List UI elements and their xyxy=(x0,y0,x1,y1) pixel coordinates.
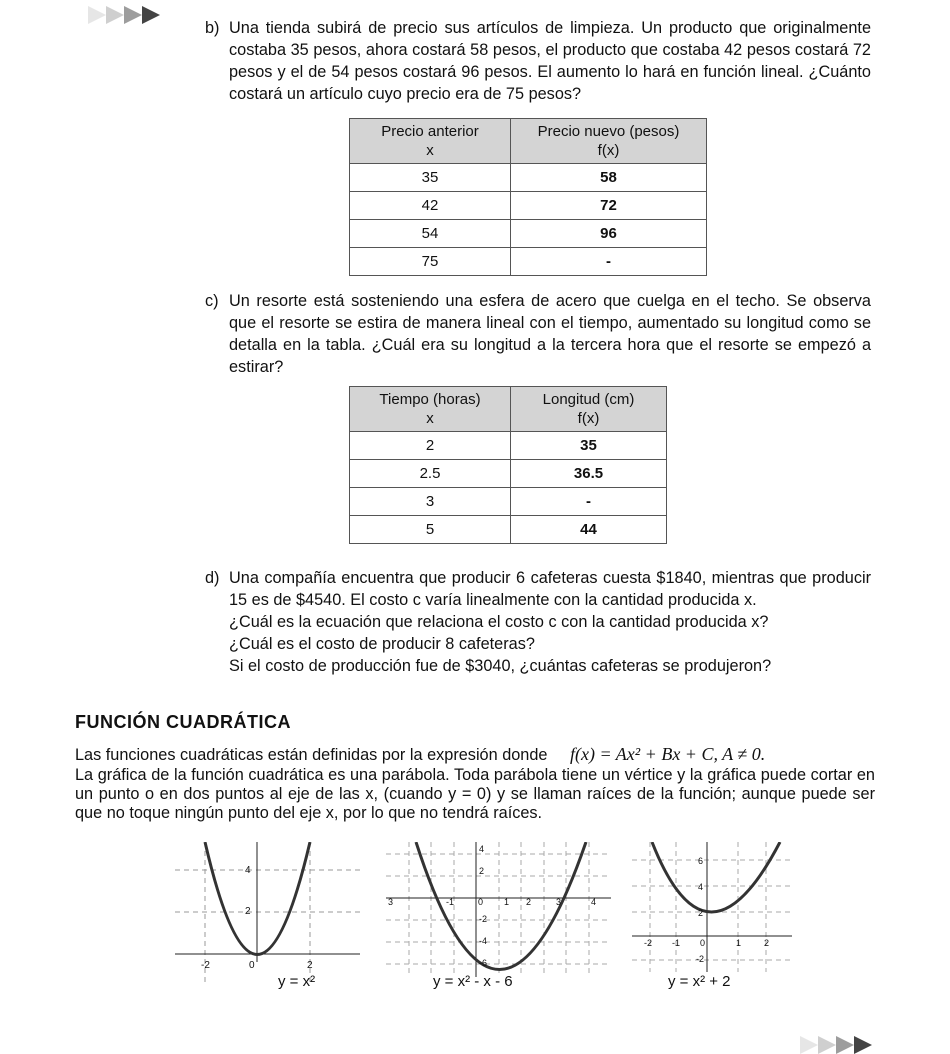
table-row: 2.5 36.5 xyxy=(350,460,667,488)
tick-label: 2 xyxy=(698,908,704,918)
problem-d-letter: d) xyxy=(205,569,220,587)
tick-label: -1 xyxy=(446,897,455,907)
tick-label: 2 xyxy=(245,906,251,917)
table-row: 42 72 xyxy=(350,192,707,220)
graph-2-label: y = x² - x - 6 xyxy=(433,973,513,990)
section-heading: FUNCIÓN CUADRÁTICA xyxy=(75,712,291,732)
section-body: La gráfica de la función cuadrática es una parábola. Toda parábola tiene un vértice y la gráfica puede cortar en un punto o en dos puntos al eje de las x, (cuando y = 0) y se llaman raíces de la función; aunque puede ser que no toque ningún punto del eje x, por lo que no tendrá raíces. xyxy=(75,766,875,822)
tick-label: 4 xyxy=(479,844,485,854)
tick-label: -2 xyxy=(644,938,653,948)
quadratic-formula: f(x) = Ax² + Bx + C, A ≠ 0. xyxy=(570,744,766,764)
decorative-chevrons-top xyxy=(88,6,160,24)
tick-label: 2 xyxy=(307,960,313,971)
tick-label: 0 xyxy=(700,938,706,948)
tick-label: 1 xyxy=(736,938,742,948)
tick-label: -2 xyxy=(201,960,210,971)
problem-b-letter: b) xyxy=(205,19,220,37)
spring-table xyxy=(349,386,667,544)
price-table xyxy=(349,118,707,276)
table-row: 3 - xyxy=(350,488,667,516)
tick-label: -4 xyxy=(479,936,488,946)
problem-b-text: Una tienda subirá de precio sus artículos de limpieza. Un producto que originalmente costaba 35 pesos, ahora costará 58 pesos, el producto que costaba 42 pesos costará 72 pesos y el de 54 pesos costará 96 pesos. El aumento lo hará en función lineal. ¿Cuánto costará un artículo cuyo precio era de 75 pesos? xyxy=(229,19,871,103)
spring-table-header-1: Tiempo (horas) x xyxy=(350,387,511,432)
table-row: 5 44 xyxy=(350,516,667,544)
graph-3-label: y = x² + 2 xyxy=(668,973,731,990)
problem-d-line2: ¿Cuál es la ecuación que relaciona el costo c con la cantidad producida x? xyxy=(229,613,769,631)
problem-b xyxy=(205,17,871,105)
parabola-curve xyxy=(652,842,780,912)
tick-label: -1 xyxy=(672,938,681,948)
tick-label: 4 xyxy=(591,897,597,907)
price-table-header-1: Precio anterior x xyxy=(350,119,511,164)
problem-c-text: Un resorte está sosteniendo una esfera de acero que cuelga en el techo. Se observa que el resorte se estira de manera lineal con el tiempo, aumentado su longitud como se detalla en la tabla. ¿Cuál era su longitud a la tercera hora que el resorte se empezó a estirar? xyxy=(229,292,871,376)
tick-label: 0 xyxy=(478,897,484,907)
tick-label: 6 xyxy=(698,856,704,866)
tick-label: 3 xyxy=(388,897,394,907)
problem-d-line4: Si el costo de producción fue de $3040, ¿cuántas cafeteras se produjeron? xyxy=(229,657,772,675)
table-row: 54 96 xyxy=(350,220,707,248)
problem-d-line1: Una compañía encuentra que producir 6 cafeteras cuesta $1840, mientras que producir 15 es de $4540. El costo c varía linealmente con la cantidad producida x. xyxy=(229,569,871,609)
section-intro xyxy=(75,745,875,765)
tick-label: 3 xyxy=(556,897,562,907)
table-row: 75 - xyxy=(350,248,707,276)
tick-label: 1 xyxy=(504,897,510,907)
table-row: 2 35 xyxy=(350,432,667,460)
tick-label: -6 xyxy=(479,958,488,968)
tick-label: 0 xyxy=(249,960,255,971)
problem-c-letter: c) xyxy=(205,292,219,310)
graph-1-label: y = x² xyxy=(278,973,316,990)
tick-label: -2 xyxy=(696,954,705,964)
tick-label: 2 xyxy=(479,866,485,876)
problem-d-line3: ¿Cuál es el costo de producir 8 cafeteras? xyxy=(229,635,535,653)
graph-y-x2 xyxy=(175,842,360,992)
tick-label: -2 xyxy=(479,914,488,924)
problem-c xyxy=(205,290,871,378)
decorative-chevrons-bottom xyxy=(800,1036,872,1054)
tick-label: 2 xyxy=(764,938,770,948)
price-table-header-2: Precio nuevo (pesos) f(x) xyxy=(511,119,707,164)
spring-table-header-2: Longitud (cm) f(x) xyxy=(511,387,667,432)
tick-label: 4 xyxy=(245,865,251,876)
graph-y-x2-x-6 xyxy=(386,842,611,977)
section-intro-text: Las funciones cuadráticas están definidas por la expresión donde xyxy=(75,746,548,764)
graph-y-x2-plus-2 xyxy=(632,842,792,972)
table-row: 35 58 xyxy=(350,164,707,192)
problem-d xyxy=(205,567,871,677)
tick-label: 4 xyxy=(698,882,704,892)
tick-label: 2 xyxy=(526,897,532,907)
